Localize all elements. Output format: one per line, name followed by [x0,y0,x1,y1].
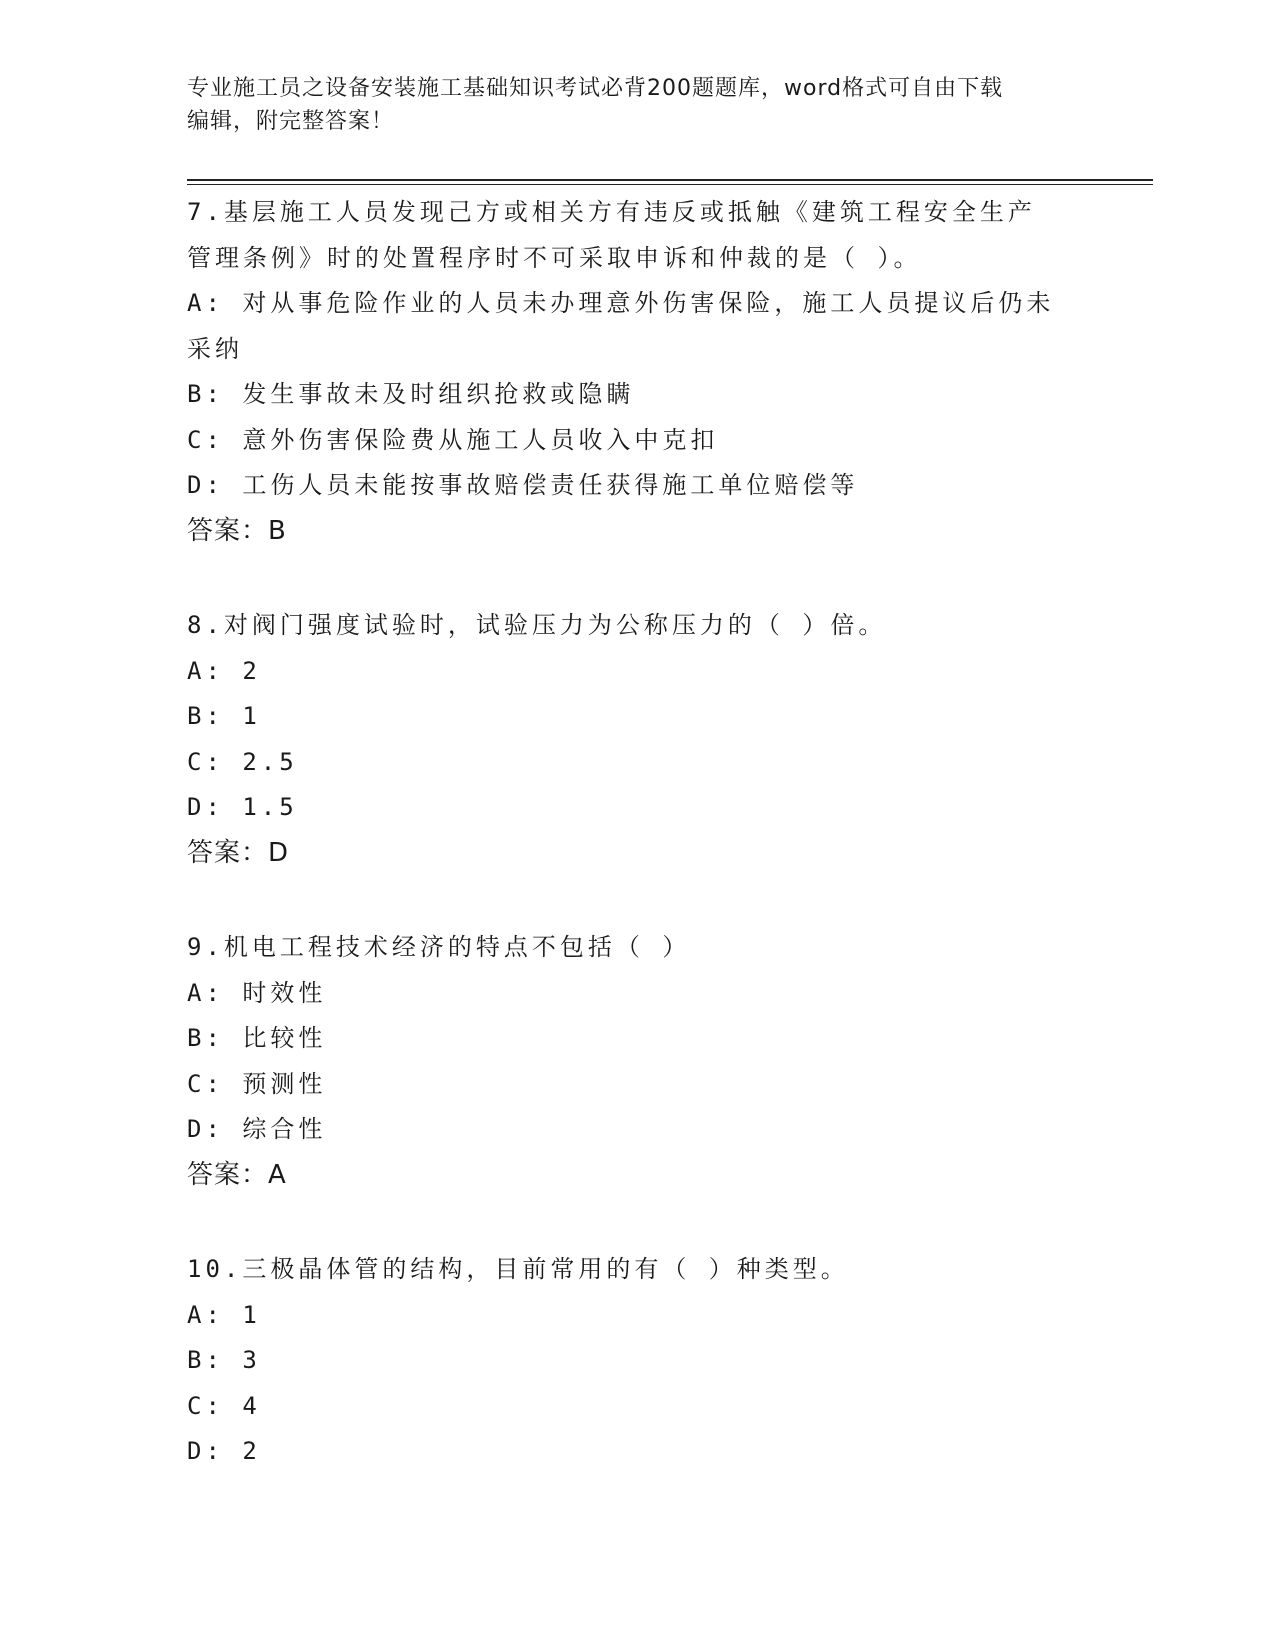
header-line-1: 专业施工员之设备安装施工基础知识考试必背200题题库，word格式可自由下载 [187,76,1004,101]
option-d: D: 1.5 [187,793,298,821]
header-line-2: 编辑，附完整答案！ [187,109,395,134]
option-d: D: 综合性 [187,1115,327,1143]
option-a-continued: 采纳 [187,334,243,363]
question-text: 10.三极晶体管的结构，目前常用的有（ ）种类型。 [187,1255,849,1283]
question-text: 7.基层施工人员发现己方或相关方有违反或抵触《建筑工程安全生产 [187,198,1036,226]
option-c: C: 2.5 [187,747,298,776]
option-d: D: 工伤人员未能按事故赔偿责任获得施工单位赔偿等 [187,471,859,499]
answer-label: 答案：A [187,1159,287,1190]
header-divider-thin [187,184,1153,185]
question-text: 8.对阀门强度试验时，试验压力为公称压力的（ ）倍。 [187,611,887,639]
option-a: A: 时效性 [187,978,327,1007]
option-a: A: 对从事危险作业的人员未办理意外伤害保险，施工人员提议后仍未 [187,289,1055,317]
option-b: B: 3 [187,1346,261,1374]
option-b: B: 比较性 [187,1024,327,1052]
option-a: A: 2 [187,656,261,685]
question-text: 管理条例》时的处置程序时不可采取申诉和仲裁的是（ ）。 [187,243,922,272]
question-10 [187,1247,1087,1475]
option-b: B: 1 [187,702,261,730]
question-list [187,190,1087,1524]
document-header [187,72,1087,138]
question-7 [187,190,1087,554]
option-c: C: 预测性 [187,1069,327,1098]
question-8 [187,603,1087,876]
question-text: 9.机电工程技术经济的特点不包括（ ） [187,933,691,961]
answer-label: 答案：D [187,837,290,868]
option-a: A: 1 [187,1300,261,1329]
question-9 [187,925,1087,1198]
option-c: C: 意外伤害保险费从施工人员收入中克扣 [187,425,719,454]
option-d: D: 2 [187,1437,261,1465]
answer-label: 答案：B [187,515,287,546]
header-divider-thick [187,179,1153,181]
option-b: B: 发生事故未及时组织抢救或隐瞒 [187,380,635,408]
option-c: C: 4 [187,1391,261,1420]
